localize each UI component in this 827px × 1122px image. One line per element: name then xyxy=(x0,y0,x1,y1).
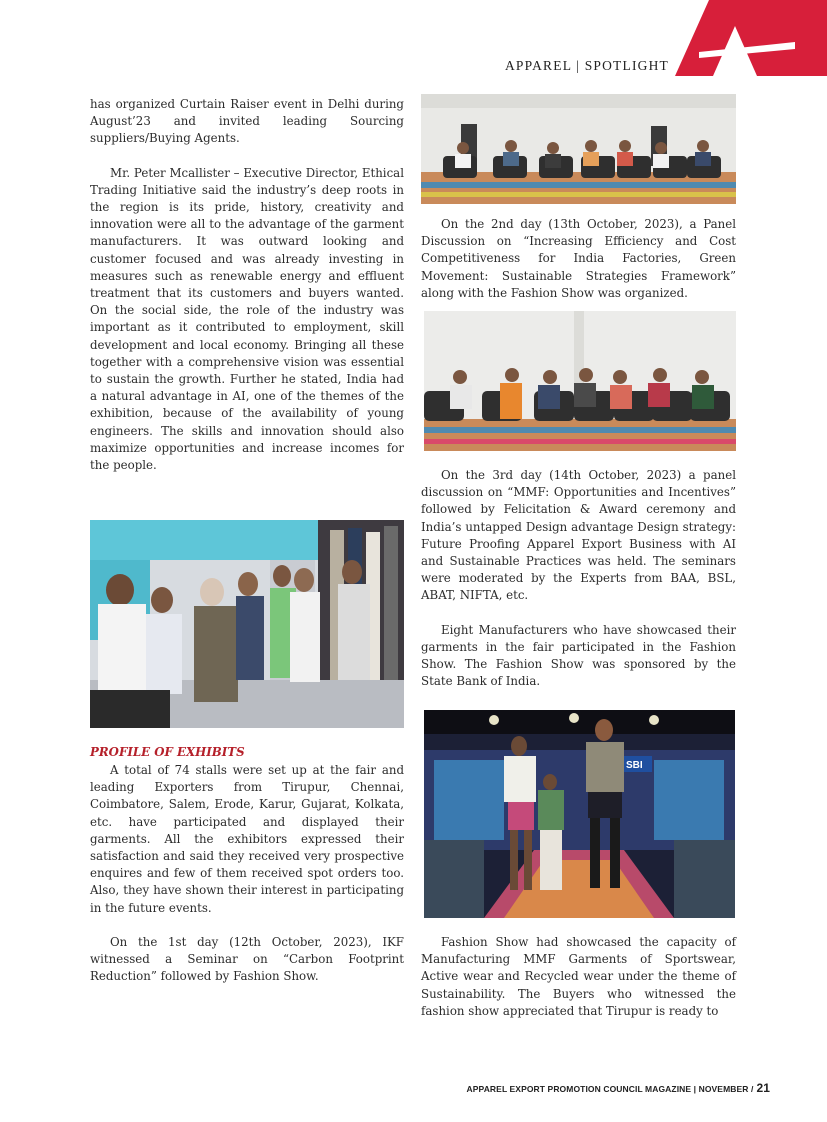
paragraph: On the 3rd day (14th October, 2023) a panel discussion on “MMF: Opportunities and Incentives” followed by Felicitation & Award ceremony and India’s untapped Design advantage Design strategy: Future Proofing Apparel Export Business with AI and Sustainable Practices was held. The seminars were moderated by the Experts from BAA, BSL, ABAT, NIFTA, etc. xyxy=(421,468,736,603)
right-column-bottom xyxy=(421,934,736,1020)
paragraph: A total of 74 stalls were set up at the fair and leading Exporters from Tirupur, Chennai, Coimbatore, Salem, Erode, Karur, Gujarat, Kolkata, etc. have participated and displayed their garments. All the exhibitors expressed their satisfaction and said they received very prospective enquires and few of them received spot orders too. Also, they have shown their interest in participating in the future events. xyxy=(90,763,404,915)
panel-discussion-photo xyxy=(424,311,736,451)
paragraph: Eight Manufacturers who have showcased their garments in the fair participated in the Fashion Show. The Fashion Show was sponsored by the State Bank of India. xyxy=(421,622,736,689)
fashion-show-photo xyxy=(424,710,735,918)
paragraph: On the 1st day (12th October, 2023), IKF witnessed a Seminar on “Carbon Footprint Reduction” followed by Fashion Show. xyxy=(90,934,404,984)
paragraph: On the 2nd day (13th October, 2023), a Panel Discussion on “Increasing Efficiency and Cost Competitiveness for India Factories, Green Movement: Sustainable Strategies Framework” along with the Fashion Show was organized. xyxy=(421,217,736,300)
left-column-bottom xyxy=(90,762,404,985)
page-footer xyxy=(467,1081,770,1095)
magazine-logo xyxy=(675,0,827,76)
section-label: APPAREL | SPOTLIGHT xyxy=(504,58,669,73)
right-column-p1 xyxy=(421,216,736,302)
section-heading: PROFILE OF EXHIBITS xyxy=(90,745,245,759)
right-column-middle xyxy=(421,467,736,690)
banner-text: SBI xyxy=(626,760,643,771)
page-number: 21 xyxy=(756,1081,770,1095)
left-column-top xyxy=(90,96,404,474)
exhibition-visit-photo xyxy=(90,520,404,728)
footer-text: APPAREL EXPORT PROMOTION COUNCIL MAGAZINE | NOVEMBER / xyxy=(466,1084,754,1094)
paragraph: Mr. Peter Mcallister – Executive Director, Ethical Trading Initiative said the industry’s deep roots in the region is its pride, history, creativity and innovation were all to the advantage of the garment manufacturers. It was outward looking and customer focused and was already investing in measures such as renewable energy and effluent treatment that its customers and buyers wanted. On the social side, the role of the industry was important as it contributed to employment, skill development and local economy. Bringing all these together with a comprehensive vision was essential to sustain the growth. Further he stated, India had a natural advantage in AI, one of the themes of the exhibition, because of the availability of young engineers. The skills and innovation should also maximize opportunities and increase incomes for the people. xyxy=(90,165,404,473)
paragraph: has organized Curtain Raiser event in Delhi during August’23 and invited leading Sourcing suppliers/Buying Agents. xyxy=(90,97,404,146)
paragraph: Fashion Show had showcased the capacity of Manufacturing MMF Garments of Sportswear, Active wear and Recycled wear under the theme of Sustainability. The Buyers who witnessed the fashion show appreciated that Tirupur is ready to xyxy=(421,935,736,1018)
panel-discussion-photo xyxy=(421,94,736,204)
